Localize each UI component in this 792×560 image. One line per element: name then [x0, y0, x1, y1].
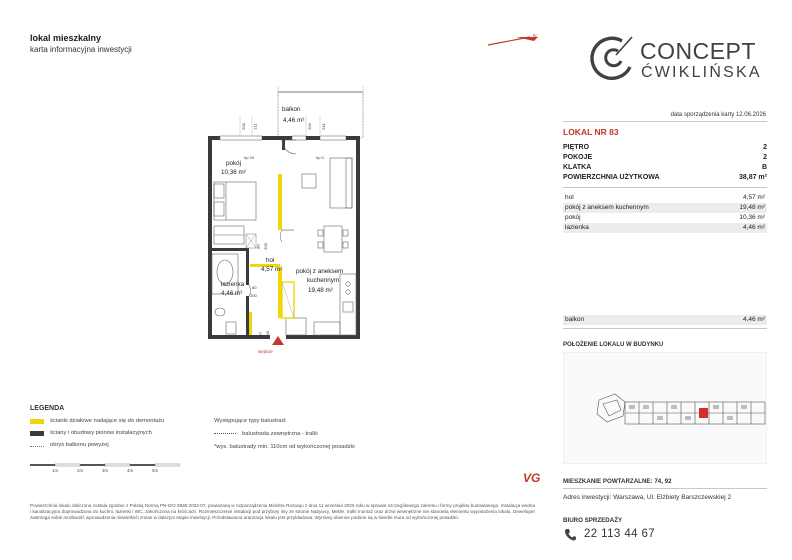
summary-value: 38,87 m²	[738, 174, 767, 181]
scale-label: 4m	[127, 468, 134, 473]
summary-row	[563, 164, 767, 174]
sales-phone: 22 113 44 67	[584, 528, 656, 540]
north-arrow-icon	[486, 33, 542, 49]
divider	[563, 328, 767, 329]
room-row	[563, 213, 767, 223]
sales-office-title: BIURO SPRZEDAŻY	[563, 517, 623, 524]
summary-value: 2	[763, 154, 767, 161]
divider	[563, 488, 767, 489]
room-area: 4,46 m²	[742, 224, 765, 231]
summary-row	[563, 144, 767, 154]
summary-row	[563, 154, 767, 164]
investment-address: Adres inwestycji: Warszawa, Ul. Elżbiety Barszczewskiej 2	[563, 494, 732, 501]
dim-label: 211	[252, 123, 258, 130]
room-area: 4,46 m²	[742, 316, 765, 323]
balustrade-swatch	[214, 433, 236, 434]
bathroom-label: łazienka	[221, 281, 245, 288]
dim-label: hp 20	[244, 155, 255, 160]
room-area: 4,57 m²	[742, 194, 765, 201]
dim-label: 90	[257, 332, 263, 337]
concept-logo-icon	[588, 33, 636, 85]
summary-key: PIĘTRO	[563, 144, 590, 151]
bathroom-area: 4,46 m²	[221, 290, 243, 297]
scale-label: 5m	[152, 468, 159, 473]
legend-item	[30, 442, 210, 450]
balcony-area: 4,46 m²	[283, 117, 305, 124]
disclaimer-text: Powierzchnia lokalu obliczona zostala zgodnie z Polską Normą PN-ISO 9836:2022-07, powiazaną w rozporządzeniu Ministra Rozwoju z dnia 11 września 2020 roku w sprawie szczegółowego zakresu i formy projektu budowlanego. Instalacja wodna i kanalizacyjna doprowadzona do kuchni, łazienki i WC, zakończona na króćcach. Rozmieszczenie instalacji pod przybory ilny ze stronie Nabywcy. Meble, tralki montaż oraz drzwi wewnętrzne nie stanowią elementu wyposażenia lokalu. Deweloper zastrzega sobie możliwość wprowadzenia niewielkich zmian w dalszym etapie inwestycji. Przedstawiona aranżacja lokalu jest przykładowa. Wymiary okienne podane są w świetle muru od wykończonej posadzki.	[30, 503, 535, 520]
balcony-row	[563, 315, 767, 325]
card-subtitle: karta informacyjna inwestycji	[30, 45, 132, 54]
balustrade-title: Występujące typy balustrad:	[214, 418, 287, 424]
entrance-arrow-icon	[272, 336, 284, 345]
balcony-label: balkon	[282, 106, 301, 113]
room-area: 10,36 m²	[221, 169, 246, 176]
dim-label: hp 0	[316, 155, 324, 160]
divider	[563, 187, 767, 188]
summary-row	[563, 174, 767, 184]
balustrade-item	[214, 431, 318, 437]
living-kitchen-label-2: kuchennym	[307, 277, 340, 284]
dim-label: 80	[252, 285, 257, 290]
dim-label: 200	[264, 331, 270, 338]
room-name: łazienka	[565, 224, 589, 231]
phone-icon	[564, 528, 576, 542]
card-title: lokal mieszkalny	[30, 33, 102, 43]
summary-value: B	[761, 164, 767, 171]
room-row	[563, 203, 767, 213]
dim-label: 80	[255, 244, 261, 249]
dim-label: 200	[240, 123, 246, 130]
room-row	[563, 193, 767, 203]
room-area: 19,48 m²	[739, 204, 765, 211]
logo-wordmark: CONCEPT	[640, 38, 756, 64]
unit-highlight	[699, 408, 708, 418]
room-area: 10,36 m²	[739, 214, 765, 221]
scale-label: 1m	[52, 468, 59, 473]
room-name: pokój	[565, 214, 581, 221]
balcony-outline	[278, 92, 363, 138]
dim-label: 200	[262, 243, 268, 250]
divider	[563, 121, 767, 122]
legend-text: ścianki działowe nadające się do demontażu	[50, 418, 165, 424]
hall-label: hol	[266, 257, 275, 264]
floor-plan	[190, 86, 370, 358]
svg-text:N: N	[533, 34, 537, 40]
legend-swatch-dotted	[30, 446, 44, 447]
room-name: hol	[565, 194, 574, 201]
scale-label: 2m	[77, 468, 84, 473]
legend-item	[30, 418, 210, 426]
legend-text: ściany i obudowy pionów instalacyjnych	[50, 430, 152, 436]
legend-item	[30, 430, 210, 438]
summary-key: POWIERZCHNIA UŻYTKOWA	[563, 174, 660, 181]
living-kitchen-label: pokój z aneksem	[296, 268, 344, 275]
dim-label: 200	[250, 293, 257, 298]
vg-logo: VG	[523, 471, 541, 485]
similar-units: MIESZKANIE POWTARZALNE: 74, 92	[563, 478, 672, 485]
summary-value: 2	[763, 144, 767, 151]
balustrade-note: *wys. balustrady min. 110cm od wykończonej posadzki	[214, 444, 355, 450]
location-title: POŁOŻENIE LOKALU W BUDYNKU	[563, 342, 664, 348]
legend-swatch-dark	[30, 431, 44, 436]
legend-text: obrys balkonu powyżej	[50, 442, 109, 448]
room-name: pokój z aneksem kuchennym	[565, 204, 649, 211]
card-date: data sporządzenia karty 12.06.2026	[670, 112, 766, 118]
dim-label: 200	[306, 123, 312, 130]
building-location-map	[563, 352, 767, 464]
summary-key: KLATKA	[563, 164, 592, 171]
legend-swatch-yellow	[30, 419, 44, 424]
room-label: pokój	[226, 160, 242, 167]
scale-label: 3m	[102, 468, 109, 473]
room-name: balkon	[565, 316, 585, 323]
legend-title: LEGENDA	[30, 405, 65, 412]
room-row	[563, 223, 767, 233]
hall-area: 4,57 m²	[261, 266, 283, 273]
living-kitchen-area: 19,48 m²	[308, 287, 333, 294]
entrance-label: wejście	[258, 349, 273, 354]
balustrade-text: balustrada zewnętrzna - tralki	[242, 431, 318, 437]
unit-number: LOKAL NR 83	[563, 127, 619, 137]
logo-subtitle: ĆWIKLIŃSKA	[641, 64, 762, 81]
dim-label: 241	[320, 123, 326, 130]
summary-key: POKOJE	[563, 154, 593, 161]
